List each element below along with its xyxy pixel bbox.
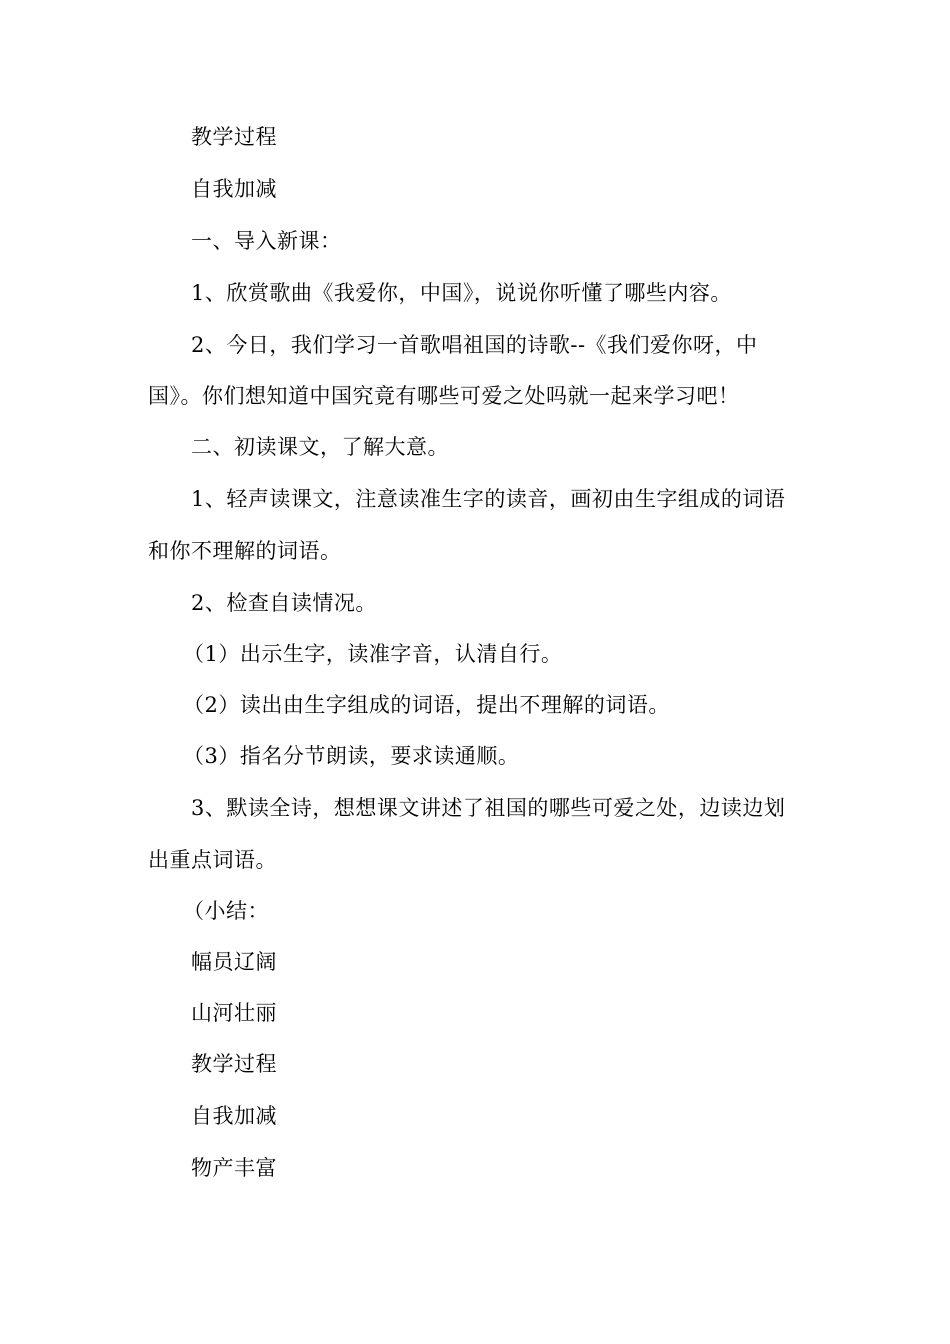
paragraph-line: 国》。你们想知道中国究竟有哪些可爱之处吗就一起来学习吧！	[148, 384, 740, 408]
paragraph-line: 1、轻声读课文，注意读准生字的读音，画初由生字组成的词语	[191, 487, 786, 511]
summary-label: （小结：	[183, 899, 269, 923]
section-title-reading: 二、初读课文，了解大意。	[191, 435, 449, 459]
paragraph-line: 1、欣赏歌曲《我爱你，中国》，说说你听懂了哪些内容。	[191, 281, 732, 305]
summary-item: 山河壮丽	[191, 1001, 277, 1025]
section-title-intro: 一、导入新课：	[191, 229, 342, 253]
paragraph-line: 3、默读全诗，想想课文讲述了祖国的哪些可爱之处，边读边划	[191, 796, 786, 820]
paragraph-line: 2、检查自读情况。	[191, 591, 377, 615]
paragraph-line: 和你不理解的词语。	[148, 539, 342, 563]
paragraph-line: 2、今日，我们学习一首歌唱祖国的诗歌--《我们爱你呀，中	[191, 333, 758, 357]
summary-item: 物产丰富	[191, 1156, 277, 1180]
heading-self-adjust: 自我加减	[191, 177, 277, 201]
list-item: （3）指名分节朗读，要求读通顺。	[183, 744, 520, 768]
heading-teaching-process: 教学过程	[191, 1052, 277, 1076]
summary-item: 幅员辽阔	[191, 950, 277, 974]
paragraph-line: 出重点词语。	[148, 848, 277, 872]
heading-self-adjust: 自我加减	[191, 1104, 277, 1128]
list-item: （1）出示生字，读准字音，认清自行。	[183, 642, 563, 666]
list-item: （2）读出由生字组成的词语，提出不理解的词语。	[183, 693, 670, 717]
heading-teaching-process: 教学过程	[191, 125, 277, 149]
